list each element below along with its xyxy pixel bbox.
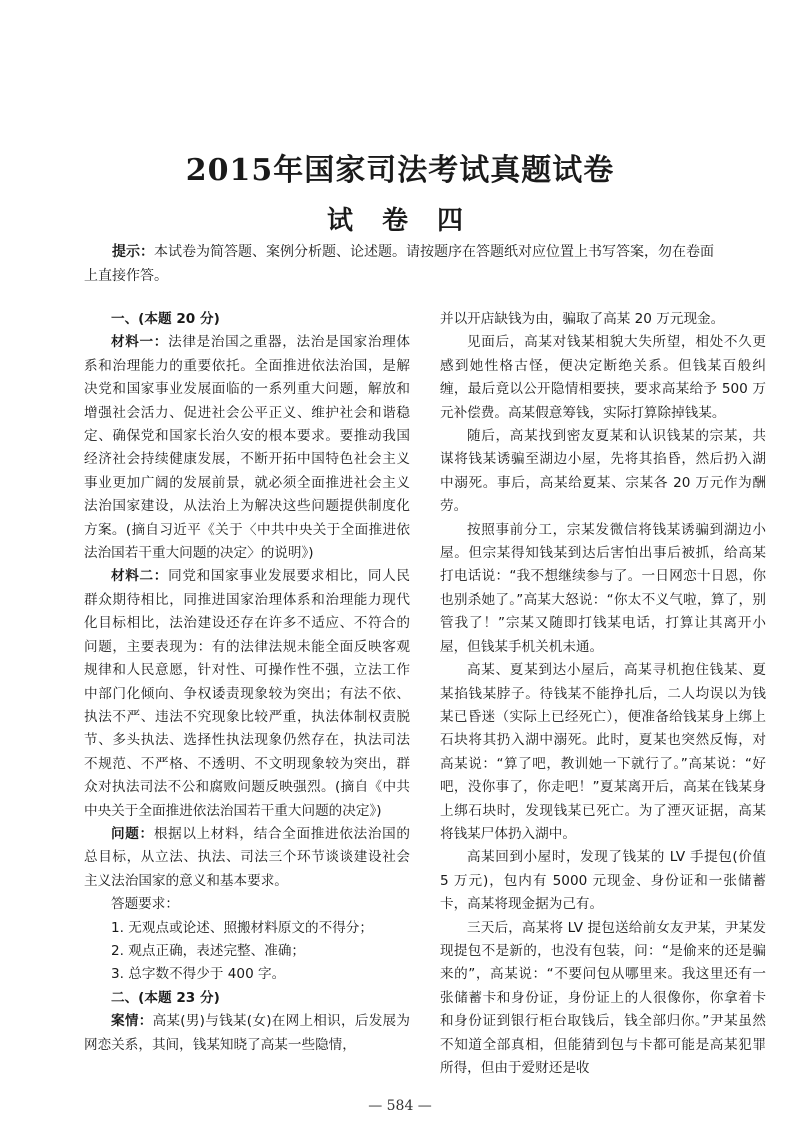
page-number: — 584 —	[368, 1098, 432, 1114]
material-2	[84, 565, 410, 822]
requirement-item: 1. 无观点或论述、照搬材料原文的不得分；	[111, 919, 373, 936]
notice-text: 本试卷为简答题、案例分析题、论述题。请按题序在答题纸对应位置上书写答案，勿在卷面上直接作答。	[84, 244, 714, 284]
material-2-text: 同党和国家事业发展要求相比，同人民群众期待相比，同推进国家治理体系和治理能力现代化目标相比，法治建设还存在许多不适应、不符合的问题，主要表现为：有的法律法规未能全面反映客观规律和人民意愿，针对性、可操作性不强，立法工作中部门化倾向、争权诿责现象较为突出；有法不依、执法不严、违法不究现象比较严重，执法体制权责脱节、多头执法、选择性执法现象仍然存在，执法司法不规范、不严格、不透明、不文明现象较为突出，群众对执法司法不公和腐败问题反映强烈。(摘自《中共中央关于全面推进依法治国若干重大问题的决定》)	[84, 568, 411, 819]
left-column	[84, 308, 410, 1057]
case-paragraph: 按照事前分工，宗某发微信将钱某诱骗到湖边小屋。但宗某得知钱某到达后害怕出事后被抓，给高某打电话说：“我不想继续参与了。一日网恋十日恩，你也别杀她了。”高某大怒说：“你太不义气啦，算了，别管我了！”宗某又随即打钱某电话，打算让其离开小屋，但钱某手机关机未通。	[440, 521, 766, 655]
case-paragraph: 三天后，高某将 LV 提包送给前女友尹某，尹某发现提包不是新的，也没有包装，问：“是偷来的还是骗来的”，高某说：“不要问包从哪里来。我这里还有一张储蓄卡和身份证，身份证上的人很像你，你拿着卡和身份证到银行柜台取钱后，钱全部归你。”尹某虽然不知道全部真相，但能猜到包与卡都可能是高某犯罪所得，但由于爱财还是收	[440, 919, 766, 1076]
instructions-notice	[84, 240, 724, 288]
paper-subtitle: 试 卷 四	[326, 206, 474, 236]
case-paragraph: 随后，高某找到密友夏某和认识钱某的宗某，共谋将钱某诱骗至湖边小屋，先将其掐昏，然后扔入湖中溺死。事后，高某给夏某、宗某各 20 万元作为酬劳。	[440, 428, 766, 515]
case-paragraph: 高某回到小屋时，发现了钱某的 LV 手提包(价值 5 万元)，包内有 5000 元现金、身份证和一张储蓄卡，高某将现金据为己有。	[440, 849, 766, 913]
case-facts-start	[84, 1010, 410, 1057]
requirement-item: 2. 观点正确，表述完整、准确；	[111, 942, 306, 959]
answer-requirements-title: 答题要求：	[111, 896, 179, 913]
question-2-heading: 二、(本题 23 分)	[111, 989, 220, 1006]
case-text: 高某(男)与钱某(女)在网上相识，后发展为网恋关系，其间，钱某知晓了高某一些隐情，	[84, 1013, 411, 1053]
right-column	[440, 308, 766, 1080]
page-title: 2015年国家司法考试真题试卷	[185, 153, 615, 188]
case-paragraph: 见面后，高某对钱某相貌大失所望，相处不久更感到她性格古怪，便决定断绝关系。但钱某百般纠缠，最后竟以公开隐情相要挟，要求高某给予 500 万元补偿费。高某假意筹钱，实际打算除掉钱某。	[440, 334, 766, 421]
material-1	[84, 331, 410, 565]
notice-label: 提示：	[112, 244, 154, 260]
issue-label: 问题：	[111, 825, 154, 842]
question-1-issue	[84, 823, 410, 893]
case-paragraph: 并以开店缺钱为由，骗取了高某 20 万元现金。	[440, 311, 725, 327]
material-1-text: 法律是治国之重器，法治是国家治理体系和治理能力的重要依托。全面推进依法治国，是解决党和国家事业发展面临的一系列重大问题，解放和增强社会活力、促进社会公平正义、维护社会和谐稳定、确保党和国家长治久安的根本要求。要推动我国经济社会持续健康发展，不断开拓中国特色社会主义事业更加广阔的发展前景，就必须全面推进社会主义法治国家建设，从法治上为解决这些问题提供制度化方案。(摘自习近平《关于〈中共中央关于全面推进依法治国若干重大问题的决定〉的说明》)	[84, 334, 411, 562]
issue-text: 根据以上材料，结合全面推进依法治国的总目标，从立法、执法、司法三个环节谈谈建设社会主义法治国家的意义和基本要求。	[84, 825, 411, 889]
material-1-label: 材料一：	[111, 334, 169, 351]
question-1-heading: 一、(本题 20 分)	[111, 311, 220, 327]
case-label: 案情：	[111, 1013, 153, 1030]
material-2-label: 材料二：	[111, 568, 169, 585]
requirement-item: 3. 总字数不得少于 400 字。	[111, 966, 286, 983]
case-paragraph: 高某、夏某到达小屋后，高某寻机抱住钱某、夏某掐钱某脖子。待钱某不能挣扎后，二人均误以为钱某已昏迷（实际上已经死亡），便准备给钱某身上绑上石块将其扔入湖中溺死。此时，夏某也突然反悔，对高某说：“算了吧，教训她一下就行了。”高某说：“好吧，没你事了，你走吧！”夏某离开后，高某在钱某身上绑石块时，发现钱某已死亡。为了湮灭证据，高某将钱某尸体扔入湖中。	[440, 662, 766, 842]
